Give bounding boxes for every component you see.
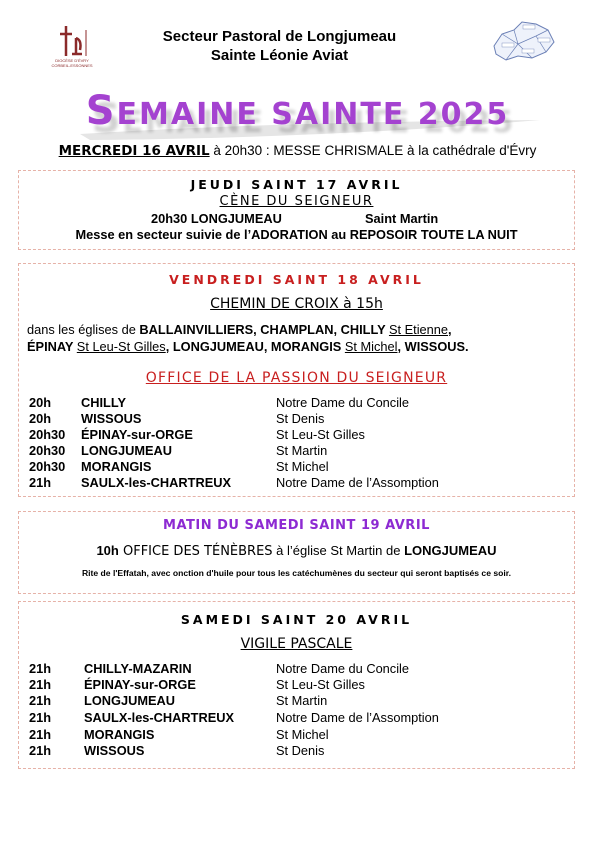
jeudi-note: Messe en secteur suivie de l’ADORATION au REPOSOIR TOUTE LA NUIT <box>75 227 518 242</box>
samedi-title: SAMEDI SAINT 20 AVRIL <box>180 612 413 627</box>
chemin-churches-line2: ÉPINAY St Leu-St Gilles, LONGJUMEAU, MORANGIS St Michel, WISSOUS. <box>27 339 469 354</box>
vendredi-saint-box: VENDREDI SAINT 18 AVRIL CHEMIN DE CROIX à 15h dans les églises de BALLAINVILLIERS, CHAMPLAN, CHILLY St Etienne, ÉPINAY St Leu-St Gilles, LONGJUMEAU, MORANGIS St Michel, WISSOUS. OFFICE DE LA PASSION DU SEIGNEUR 20h CHILLY Notre Dame du Concile 20h WISSOUS St Denis 20h30 ÉPINAY-sur-ORGE St Leu-St Gilles 20h30 LONGJUMEAU St Martin 20h30 MORANGIS St Michel 21h SAULX-les-CHARTREUX Notre Dame de l’Assomption <box>18 263 575 497</box>
page-title: SEMAINE SAINTE 2025 <box>85 88 510 134</box>
chemin-de-croix: CHEMIN DE CROIX à 15h <box>210 296 383 312</box>
parish-title: Sainte Léonie Aviat <box>210 47 349 64</box>
wednesday-line: MERCREDI 16 AVRIL à 20h30 : MESSE CHRISMALE à la cathédrale d'Évry <box>58 143 537 159</box>
samedi-matin-box <box>18 511 575 594</box>
office-passion-title: OFFICE DE LA PASSION DU SEIGNEUR <box>145 370 448 386</box>
tenebres-line: 10h OFFICE DES TÉNÈBRES à l’église St Martin de LONGJUMEAU <box>96 543 497 559</box>
jeudi-church: Saint Martin <box>365 211 439 226</box>
jeudi-subtitle: CÈNE DU SEIGNEUR <box>219 194 374 209</box>
effatah-note: Rite de l'Effatah, avec onction d'huile pour tous les catéchumènes du secteur qui seront baptisés ce soir. <box>81 568 512 578</box>
sector-title: Secteur Pastoral de Longjumeau <box>162 28 397 45</box>
jeudi-saint-box <box>18 170 575 250</box>
logo-text: DIOCÈSE D'ÉVRY CORBEIL-ESSONNES <box>51 58 93 68</box>
chemin-churches-line1: dans les églises de BALLAINVILLIERS, CHAMPLAN, CHILLY St Etienne, <box>27 322 452 337</box>
samedi-saint-box: SAMEDI SAINT 20 AVRIL VIGILE PASCALE 21h CHILLY-MAZARIN Notre Dame du Concile 21h ÉPINAY-sur-ORGE St Leu-St Gilles 21h LONGJUMEAU St Martin 21h SAULX-les-CHARTREUX Notre Dame de l’Assomption 21h MORANGIS St Michel 21h WISSOUS St Denis <box>18 601 575 769</box>
jeudi-time: 20h30 LONGJUMEAU <box>151 211 282 226</box>
vigile-pascale-title: VIGILE PASCALE <box>240 636 353 652</box>
jeudi-title: JEUDI SAINT 17 AVRIL <box>190 177 403 192</box>
samedi-matin-title: MATIN DU SAMEDI SAINT 19 AVRIL <box>163 518 430 533</box>
vendredi-title: VENDREDI SAINT 18 AVRIL <box>169 272 424 287</box>
